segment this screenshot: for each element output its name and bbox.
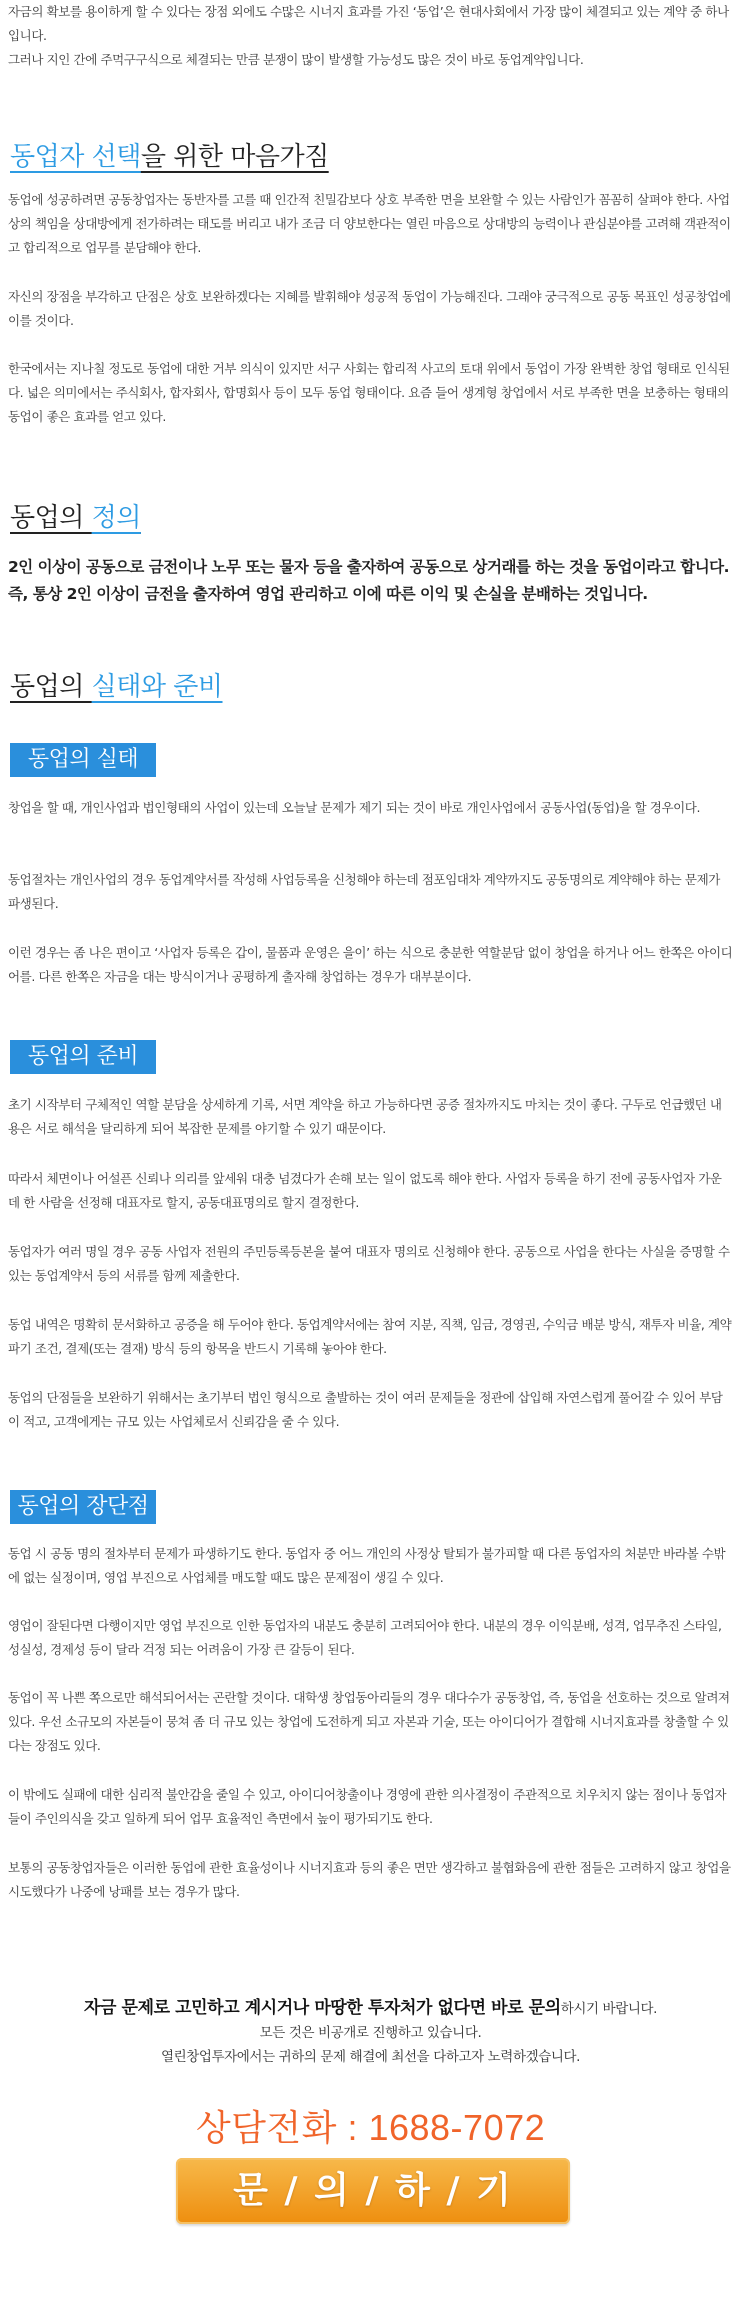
intro-paragraph — [8, 0, 733, 72]
prep-paragraph-2: 따라서 체면이나 어설픈 신뢰나 의리를 앞세워 대충 넘겼다가 손해 보는 일이 없도록 해야 한다. 사업자 등록을 하기 전에 공동사업자 가운데 한 사람을 선정해 대표자로 할지, 공동대표명의로 할지 결정한다. — [8, 1171, 722, 1210]
phone-label: 상담전화 : — [195, 2107, 369, 2148]
prep-paragraph-5: 동업의 단점들을 보완하기 위해서는 초기부터 법인 형식으로 출발하는 것이 여러 문제들을 정관에 삽입해 자연스럽게 풀어갈 수 있어 부담이 적고, 고객에게는 규모 있는 사업체로서 신뢰감을 줄 수 있다. — [8, 1390, 723, 1429]
badge-status: 동업의 실태 — [10, 743, 156, 777]
title-plain: 동업의 — [10, 672, 92, 702]
badge-preparation: 동업의 준비 — [10, 1040, 156, 1074]
inquiry-button[interactable]: 문 / 의 / 하 / 기 — [176, 2158, 570, 2224]
prep-paragraph-1: 초기 시작부터 구체적인 역할 분담을 상세하게 기록, 서면 계약을 하고 가능하다면 공증 절차까지도 마치는 것이 좋다. 구두로 언급했던 내용은 서로 해석을 달리하게 되어 복잡한 문제를 야기할 수 있기 때문이다. — [8, 1097, 722, 1136]
section-title-status-prep — [10, 666, 222, 703]
proscons-paragraph-2: 영업이 잘된다면 다행이지만 영업 부진으로 인한 동업자의 내분도 충분히 고려되어야 한다. 내분의 경우 이익분배, 성격, 업무추진 스타일, 성실성, 경제성 등이 달라 걱정 되는 어려움이 가장 큰 갈등이 된다. — [8, 1618, 722, 1657]
title-rest: 을 위한 마음가짐 — [140, 142, 329, 172]
contact-line-3: 열린창업투자에서는 귀하의 문제 해결에 최선을 다하고자 노력하겠습니다. — [160, 2049, 581, 2065]
proscons-paragraph-4: 이 밖에도 실패에 대한 심리적 불안감을 줄일 수 있고, 아이디어창출이나 경영에 관한 의사결정이 주관적으로 치우치지 않는 점이나 동업자들이 주인의식을 갖고 일하게 되어 업무 효율적인 측면에서 높이 평가되기도 한다. — [8, 1787, 727, 1826]
definition-line-1: 2인 이상이 공동으로 금전이나 노무 또는 물자 등을 출자하여 공동으로 상거래를 하는 것을 동업이라고 합니다. — [8, 558, 730, 576]
title-highlight: 실태와 준비 — [91, 672, 223, 702]
phone-number[interactable]: 1688-7072 — [368, 2107, 546, 2148]
intro-text-1: 자금의 확보를 용이하게 할 수 있다는 장점 외에도 수많은 시너지 효과를 가진 ‘동업’은 현대사회에서 가장 많이 체결되고 있는 계약 중 하나입니다. — [8, 4, 729, 43]
title-highlight: 동업자 선택 — [10, 142, 141, 172]
title-plain: 동업의 — [10, 503, 92, 533]
proscons-paragraph-3: 동업이 꼭 나쁜 쪽으로만 해석되어서는 곤란할 것이다. 대학생 창업동아리들의 경우 대다수가 공동창업, 즉, 동업을 선호하는 것으로 알려져 있다. 우선 소규모의 자본들이 뭉쳐 좀 더 규모 있는 창업에 도전하게 되고 자본과 기술, 또는 아이디어가 결합해 시너지효과를 창출할 수 있다는 장점도 있다. — [8, 1690, 730, 1753]
contact-lead-bold: 자금 문제로 고민하고 계시거나 마땅한 투자처가 없다면 바로 문의 — [83, 1998, 561, 2018]
title-highlight: 정의 — [91, 503, 141, 533]
definition-text — [8, 554, 733, 608]
mindset-paragraph-2: 자신의 장점을 부각하고 단점은 상호 보완하겠다는 지혜를 발휘해야 성공적 동업이 가능해진다. 그래야 궁극적으로 공동 목표인 성공창업에 이를 것이다. — [8, 289, 731, 328]
status-paragraph-3: 이런 경우는 좀 나은 편이고 ‘사업자 등록은 갑이, 물품과 운영은 을이’ 하는 식으로 충분한 역할분담 없이 창업을 하거나 어느 한쪽은 아이디어를. 다른 한쪽은 자금을 대는 방식이거나 공평하게 출자해 창업하는 경우가 대부분이다. — [8, 945, 733, 984]
contact-line-2: 모든 것은 비공개로 진행하고 있습니다. — [259, 2025, 482, 2041]
phone-contact[interactable] — [0, 2100, 741, 2151]
mindset-paragraph-1: 동업에 성공하려면 공동창업자는 동반자를 고를 때 인간적 친밀감보다 상호 부족한 면을 보완할 수 있는 사람인가 꼼꼼히 살펴야 한다. 사업상의 책임을 상대방에게 전가하려는 태도를 버리고 내가 조금 더 양보한다는 열린 마음으로 상대방의 능력이나 관심분야를 고려해 객관적이고 합리적으로 업무를 분담해야 한다. — [8, 192, 731, 255]
section-title-partner-mindset — [10, 136, 329, 173]
section-title-definition — [10, 497, 141, 534]
mindset-paragraph-3: 한국에서는 지나칠 정도로 동업에 대한 거부 의식이 있지만 서구 사회는 합리적 사고의 토대 위에서 동업이 가장 완벽한 창업 형태로 인식된다. 넓은 의미에서는 주식회사, 합자회사, 합명회사 등이 모두 동업 형태이다. 요즘 들어 생계형 창업에서 서로 부족한 면을 보충하는 형태의 동업이 좋은 효과를 얻고 있다. — [8, 361, 730, 424]
prep-paragraph-3: 동업자가 여러 명일 경우 공동 사업자 전원의 주민등록등본을 붙여 대표자 명의로 신청해야 한다. 공동으로 사업을 한다는 사실을 증명할 수 있는 동업계약서 등의 서류를 함께 제출한다. — [8, 1244, 730, 1283]
prep-paragraph-4: 동업 내역은 명확히 문서화하고 공증을 해 두어야 한다. 동업계약서에는 참여 지분, 직책, 임금, 경영권, 수익금 배분 방식, 재투자 비율, 계약파기 조건, 결제(또는 결재) 방식 등의 항목을 반드시 기록해 놓아야 한다. — [8, 1317, 732, 1356]
proscons-paragraph-5: 보통의 공동창업자들은 이러한 동업에 관한 효율성이나 시너지효과 등의 좋은 면만 생각하고 불협화음에 관한 점들은 고려하지 않고 창업을 시도했다가 나중에 낭패를 보는 경우가 많다. — [8, 1860, 731, 1899]
definition-line-2: 즉, 통상 2인 이상이 금전을 출자하여 영업 관리하고 이에 따른 이익 및 손실을 분배하는 것입니다. — [8, 585, 648, 603]
badge-pros-cons: 동업의 장단점 — [10, 1490, 156, 1524]
intro-text-2: 그러나 지인 간에 주먹구구식으로 체결되는 만큼 분쟁이 많이 발생할 가능성도 많은 것이 바로 동업계약입니다. — [8, 52, 584, 67]
status-paragraph-1: 창업을 할 때, 개인사업과 법인형태의 사업이 있는데 오늘날 문제가 제기 되는 것이 바로 개인사업에서 공동사업(동업)을 할 경우이다. — [8, 800, 701, 815]
status-paragraph-2: 동업절차는 개인사업의 경우 동업계약서를 작성해 사업등록을 신청해야 하는데 점포임대차 계약까지도 공동명의로 계약해야 하는 문제가 파생된다. — [8, 872, 720, 911]
proscons-paragraph-1: 동업 시 공동 명의 절차부터 문제가 파생하기도 한다. 동업자 중 어느 개인의 사정상 탈퇴가 불가피할 때 다른 동업자의 처분만 바라볼 수밖에 없는 실정이며, 영업 부진으로 사업체를 매도할 때도 많은 문제점이 생길 수 있다. — [8, 1546, 726, 1585]
contact-lead — [0, 1996, 741, 2021]
contact-lead-rest: 하시기 바랍니다. — [560, 2001, 658, 2017]
